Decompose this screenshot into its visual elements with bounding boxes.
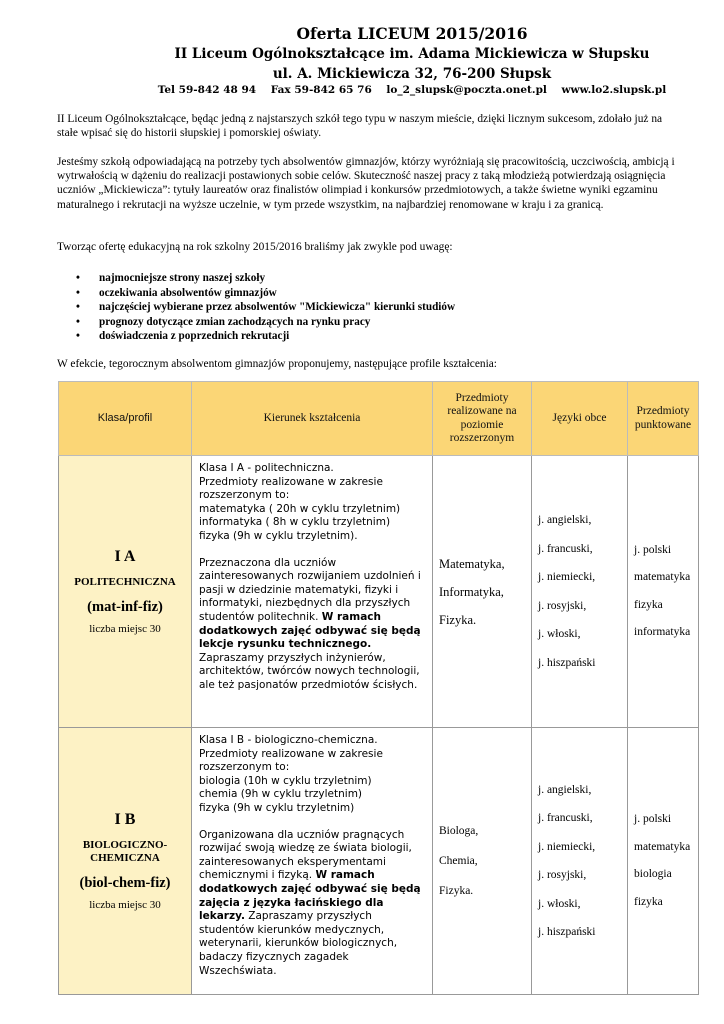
scored-item: matematyka [634, 840, 691, 853]
desc-line: fizyka (9h w cyklu trzyletnim). [199, 529, 358, 542]
desc-line: Klasa I B - biologiczno-chemiczna. [199, 734, 378, 746]
desc-line: matematyka ( 20h w cyklu trzyletnim) [199, 502, 401, 515]
desc-bold: W ramach dodatkowych zajęć odbywać się będą zajęcia z języka łacińskiego dla lekarzy. [199, 869, 421, 923]
header-punktowane: Przedmioty punktowane [628, 382, 699, 456]
header-kierunek: Kierunek kształcenia [192, 382, 433, 456]
language-item: j. rosyjski, [538, 869, 587, 881]
class-code: I B [114, 811, 136, 828]
class-cell [59, 456, 192, 728]
school-address: ul. A. Mickiewicza 32, 76-200 Słupsk [272, 66, 552, 82]
scored-item: biologia [634, 868, 672, 880]
desc-line: Klasa I A - politechniczna. [199, 462, 334, 474]
desc-line: Przedmioty realizowane w zakresie rozszerzonym to: [199, 747, 383, 774]
scored-cell [628, 728, 699, 995]
list-item: • oczekiwania absolwentów gimnazjów [57, 286, 455, 301]
table-header-row [59, 382, 699, 456]
criteria-list [57, 271, 455, 344]
profiles-table [58, 381, 699, 995]
language-item: j. rosyjski, [538, 599, 587, 612]
table-row [59, 728, 699, 995]
profiles-paragraph: W efekcie, tegorocznym absolwentom gimnazjów proponujemy, następujące profile kształcenia: [57, 358, 497, 370]
desc-line: Przedmioty realizowane w zakresie rozszerzonym to: [199, 475, 383, 502]
class-name: POLITECHNICZNA [74, 576, 176, 588]
criteria-paragraph: Tworząc ofertę edukacyjną na rok szkolny 2015/2016 braliśmy jak zwykle pod uwagę: [57, 241, 453, 253]
subjects-cell [433, 728, 532, 995]
list-item: • najmocniejsze strony naszej szkoły [57, 271, 455, 286]
subject-item: Biologa, [439, 825, 479, 837]
subjects-cell [433, 456, 532, 728]
language-item: j. włoski, [538, 628, 581, 640]
language-item: j. francuski, [538, 812, 593, 824]
school-contact: Tel 59-842 48 94 Fax 59-842 65 76 lo_2_slupsk@poczta.onet.pl www.lo2.slupsk.pl [157, 84, 667, 96]
language-item: j. niemiecki, [538, 571, 596, 583]
achievements-paragraph: Jesteśmy szkołą odpowiadającą na potrzeby tych absolwentów gimnazjów, którzy wyróżniają się pracowitością, uczciwością, ambicją i wytrwałością w dążeniu do realizacji postawionych sobie celów. Skuteczność naszej pracy z taką młodzieżą potwierdzają osiągnięcia uczniów „Mickiewicza”: tytuły laureatów oraz finalistów olimpiad i konkursów przedmiotowych, a także świetne wyniki egzaminu maturalnego i rekrutacji na wyższe uczelnie, w tym przede wszystkim, na najbardziej renomowane w kraju i za granicą. [57, 156, 675, 211]
language-item: j. hiszpański [538, 656, 596, 669]
scored-item: j. polski [634, 813, 672, 825]
description-cell [192, 728, 433, 995]
language-item: j. francuski, [538, 542, 593, 555]
scored-item: fizyka [634, 598, 663, 611]
scored-item: matematyka [634, 571, 691, 583]
class-abbr: (biol-chem-fiz) [79, 875, 171, 891]
subject-item: Informatyka, [439, 584, 504, 599]
description-cell [192, 456, 433, 728]
languages-cell [532, 456, 628, 728]
document-title: Oferta LICEUM 2015/2016 [296, 24, 528, 43]
class-seats: liczba miejsc 30 [89, 899, 161, 911]
desc-text: Przeznaczona dla uczniów zainteresowanych rozwijaniem uzdolnień i pasji w dziedzinie matematyki, fizyki i informatyki, niezbędnych dla przyszłych studentów politechnik. [199, 556, 421, 623]
subject-item: Matematyka, [439, 556, 505, 571]
desc-bold: W ramach dodatkowych zajęć odbywać się będą lekcje rysunku technicznego. [199, 610, 421, 651]
class-name: BIOLOGICZNO-CHEMICZNA [82, 839, 168, 864]
desc-line: biologia (10h w cyklu trzyletnim) [199, 774, 372, 787]
subject-item: Chemia, [439, 855, 478, 867]
language-item: j. włoski, [538, 897, 581, 910]
class-seats: liczba miejsc 30 [89, 623, 161, 635]
list-item: • najczęściej wybierane przez absolwentów "Mickiewicza" kierunki studiów [57, 300, 455, 315]
subject-item: Fizyka. [439, 885, 474, 897]
desc-line: informatyka ( 8h w cyklu trzyletnim) [199, 516, 391, 529]
language-item: j. niemiecki, [538, 840, 596, 853]
intro-paragraph: II Liceum Ogólnokształcące, będąc jedną z najstarszych szkół tego typu w naszym mieście, dzięki licznym sukcesom, zdołało już na stałe wpisać się do historii słupskiej i pomorskiej oświaty. [57, 113, 663, 140]
spacer [199, 816, 428, 829]
desc-paragraph [199, 557, 428, 693]
spacer [199, 544, 428, 557]
class-abbr: (mat-inf-fiz) [87, 599, 163, 615]
class-code: I A [114, 548, 136, 565]
list-item: • prognozy dotyczące zmian zachodzących na rynku pracy [57, 315, 455, 330]
scored-item: j. polski [634, 543, 672, 556]
desc-text: Organizowana dla uczniów pragnących rozwijać swoją wiedzę ze świata biologii, zainteresowanych eksperymentami chemicznymi i fizyką. [199, 828, 412, 882]
school-name: II Liceum Ogólnokształcące im. Adama Mickiewicza w Słupsku [174, 46, 650, 62]
desc-text: Zapraszamy przyszłych inżynierów, architektów, twórców nowych technologii, ale też pasjonatów przedmiotów ścisłych. [199, 651, 420, 691]
scored-cell [628, 456, 699, 728]
language-item: j. angielski, [538, 783, 592, 796]
header-jezyki: Języki obce [532, 382, 628, 456]
class-cell [59, 728, 192, 995]
desc-paragraph [199, 829, 428, 979]
scored-item: informatyka [634, 626, 691, 638]
desc-text: Zapraszamy przyszłych studentów kierunków medycznych, weterynarii, kierunków biologicznych, badaczy fizycznych zagadek Wszechświata. [199, 910, 398, 977]
desc-line: fizyka (9h w cyklu trzyletnim) [199, 801, 355, 814]
header-klasa: Klasa/profil [59, 382, 192, 456]
scored-item: fizyka [634, 895, 663, 908]
list-item: • doświadczenia z poprzednich rekrutacji [57, 329, 455, 344]
desc-line: chemia (9h w cyklu trzyletnim) [199, 788, 363, 801]
language-item: j. angielski, [538, 514, 592, 526]
table-row [59, 456, 699, 728]
subject-item: Fizyka. [439, 612, 477, 627]
languages-cell [532, 728, 628, 995]
language-item: j. hiszpański [538, 926, 596, 938]
header-przedmioty: Przedmioty realizowane na poziomie rozszerzonym [433, 382, 532, 456]
